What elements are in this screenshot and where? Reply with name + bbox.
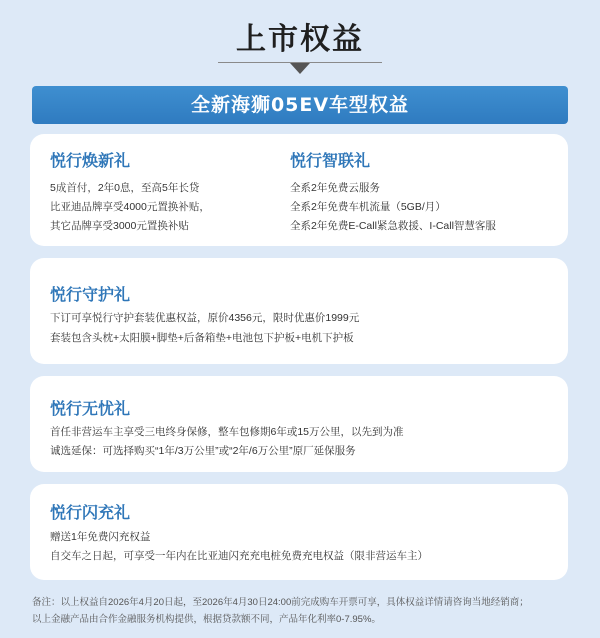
benefit-card-protection xyxy=(30,258,568,364)
page-title: 上市权益 xyxy=(236,22,364,57)
card-line: 赠送1年免费闪充权益 xyxy=(50,531,151,543)
benefit-card-trade-in-connectivity xyxy=(30,134,568,246)
card-line: 其它品牌享受3000元置换补贴 xyxy=(50,220,189,232)
card-line: 首任非营运车主享受三电终身保修，整车包修期6年或15万公里，以先到为准 xyxy=(50,426,404,438)
card-line: 套装包含头枕+太阳膜+脚垫+后备箱垫+电池包下护板+电机下护板 xyxy=(50,332,354,344)
card-line: 全系2年免费云服务 xyxy=(290,182,380,194)
card-title-trade-in: 悦行焕新礼 xyxy=(50,151,131,170)
down-arrow-icon xyxy=(290,63,310,74)
card-line: 下订可享悦行守护套装优惠权益，原价4356元，限时优惠价1999元 xyxy=(50,312,360,324)
card-title-protection: 悦行守护礼 xyxy=(50,285,131,304)
footnote-line: 备注：以上权益自2026年4月20日起，至2026年4月30日24:00前完成购车开票可享，具体权益详情请咨询当地经销商； xyxy=(32,597,529,608)
card-line: 全系2年免费E-Call紧急救援、I-Call智慧客服 xyxy=(290,220,496,232)
card-line: 自交车之日起，可享受一年内在比亚迪闪充充电桩免费充电权益（限非营运车主） xyxy=(50,550,428,562)
footnote-line: 以上金融产品由合作金融服务机构提供，根据贷款额不同，产品年化利率0-7.95%。 xyxy=(32,614,381,625)
card-line: 比亚迪品牌享受4000元置换补贴， xyxy=(50,201,210,213)
benefit-card-warranty xyxy=(30,376,568,472)
card-title-connectivity: 悦行智联礼 xyxy=(290,151,371,170)
card-line: 诚选延保：可选择购买“1年/3万公里”或“2年/6万公里”原厂延保服务 xyxy=(50,445,356,457)
card-title-warranty: 悦行无忧礼 xyxy=(50,399,131,418)
benefit-card-flash-charging xyxy=(30,484,568,580)
card-title-flash-charging: 悦行闪充礼 xyxy=(50,503,131,522)
model-benefits-banner: 全新海狮05EV车型权益 xyxy=(32,86,568,124)
card-line: 全系2年免费车机流量（5GB/月） xyxy=(290,201,446,213)
card-line: 5成首付，2年0息，至高5年长贷 xyxy=(50,182,200,194)
